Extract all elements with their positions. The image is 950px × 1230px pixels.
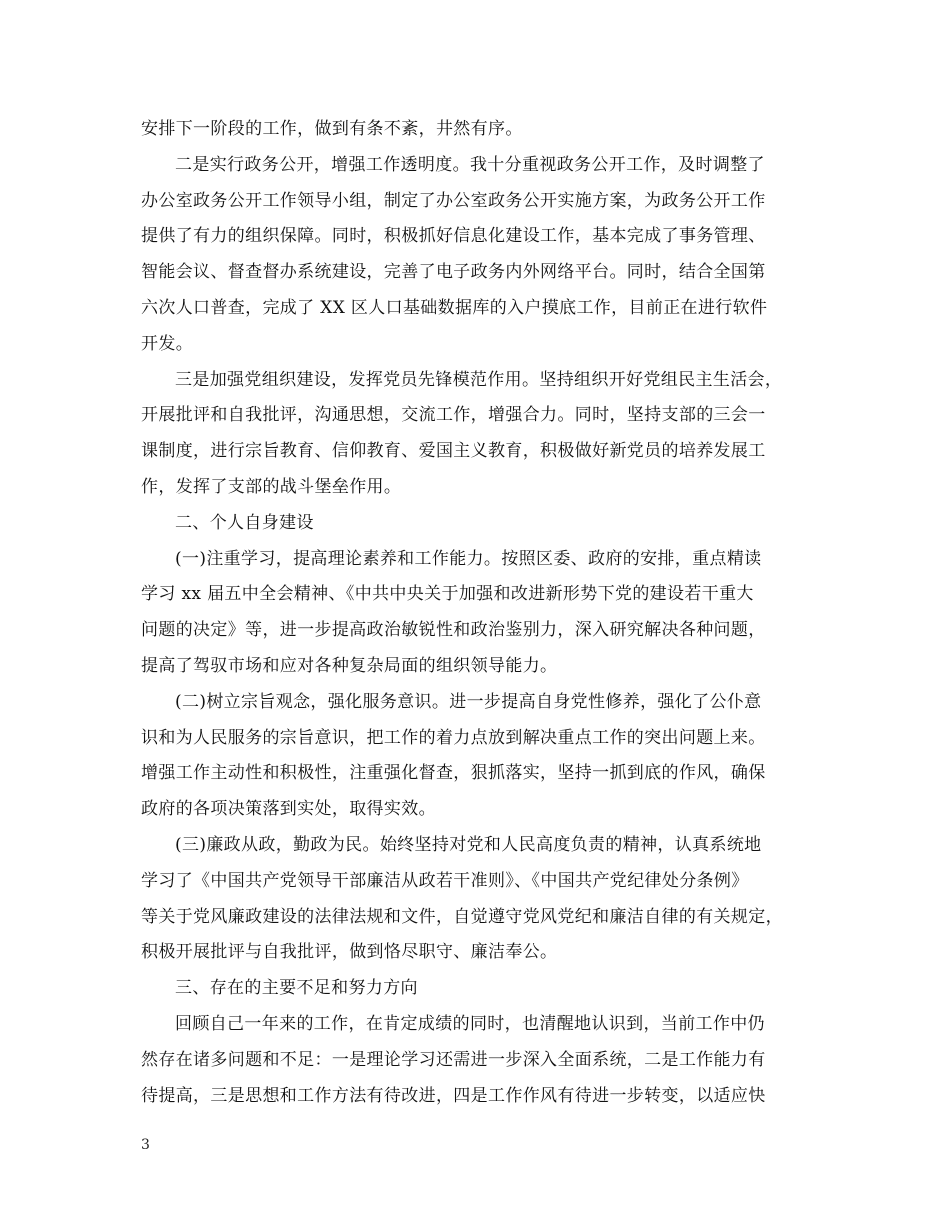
text-line: 问题的决定》等，进一步提高政治敏锐性和政治鉴别力，深入研究解决各种问题， <box>141 620 766 641</box>
text-line: 政府的各项决策落到实处，取得实效。 <box>141 799 436 820</box>
text-line: 智能会议、督查督办系统建设，完善了电子政务内外网络平台。同时，结合全国第 <box>141 262 766 283</box>
text-line: 开展批评和自我批评，沟通思想，交流工作，增强合力。同时，坚持支部的三会一 <box>141 405 766 426</box>
text-line: 三、存在的主要不足和努力方向 <box>175 978 418 999</box>
text-line: 待提高，三是思想和工作方法有待改进，四是工作作风有待进一步转变，以适应快 <box>141 1085 766 1106</box>
document-body <box>141 112 831 1114</box>
text-line: 开发。 <box>141 333 194 354</box>
text-line: 作，发挥了支部的战斗堡垒作用。 <box>141 476 402 497</box>
text-line: 识和为人民服务的宗旨意识，把工作的着力点放到解决重点工作的突出问题上来。 <box>141 727 766 748</box>
text-line: 六次人口普查，完成了 XX 区人口基础数据库的入户摸底工作，目前正在进行软件 <box>141 297 768 318</box>
text-line: 二、个人自身建设 <box>175 512 314 533</box>
text-line: 课制度，进行宗旨教育、信仰教育、爱国主义教育，积极做好新党员的培养发展工 <box>141 441 766 462</box>
text-line: 二是实行政务公开，增强工作透明度。我十分重视政务公开工作，及时调整了 <box>175 154 765 175</box>
text-line: 安排下一阶段的工作，做到有条不紊，井然有序。 <box>141 119 523 139</box>
text-line: 提高了驾驭市场和应对各种复杂局面的组织领导能力。 <box>141 655 558 676</box>
text-line: 提供了有力的组织保障。同时，积极抓好信息化建设工作，基本完成了事务管理、 <box>141 226 766 247</box>
text-line: (二)树立宗旨观念，强化服务意识。进一步提高自身党性修养，强化了公仆意 <box>175 691 762 712</box>
text-line: 然存在诸多问题和不足：一是理论学习还需进一步深入全面系统，二是工作能力有 <box>141 1049 766 1070</box>
text-line: (一)注重学习，提高理论素养和工作能力。按照区委、政府的安排，重点精读 <box>175 548 762 569</box>
text-line: 学习了《中国共产党领导干部廉洁从政若干准则》、《中国共产党纪律处分条例》 <box>141 870 749 891</box>
text-line: 办公室政务公开工作领导小组，制定了办公室政务公开实施方案，为政务公开工作 <box>141 190 766 211</box>
text-line: 积极开展批评与自我批评，做到恪尽职守、廉洁奉公。 <box>141 942 558 963</box>
page-number: 3 <box>141 1137 150 1153</box>
text-line: 回顾自己一年来的工作，在肯定成绩的同时，也清醒地认识到，当前工作中仍 <box>175 1013 765 1034</box>
text-line: (三)廉政从政，勤政为民。始终坚持对党和人民高度负责的精神，认真系统地 <box>175 834 762 855</box>
text-line: 等关于党风廉政建设的法律法规和文件，自觉遵守党风党纪和廉洁自律的有关规定， <box>141 906 783 927</box>
text-line: 三是加强党组织建设，发挥党员先锋模范作用。坚持组织开好党组民主生活会， <box>175 369 783 390</box>
text-line: 增强工作主动性和积极性，注重强化督查，狠抓落实，坚持一抓到底的作风，确保 <box>141 763 766 784</box>
text-line: 学习 xx 届五中全会精神、《中共中央关于加强和改进新形势下党的建设若干重大 <box>141 584 754 605</box>
